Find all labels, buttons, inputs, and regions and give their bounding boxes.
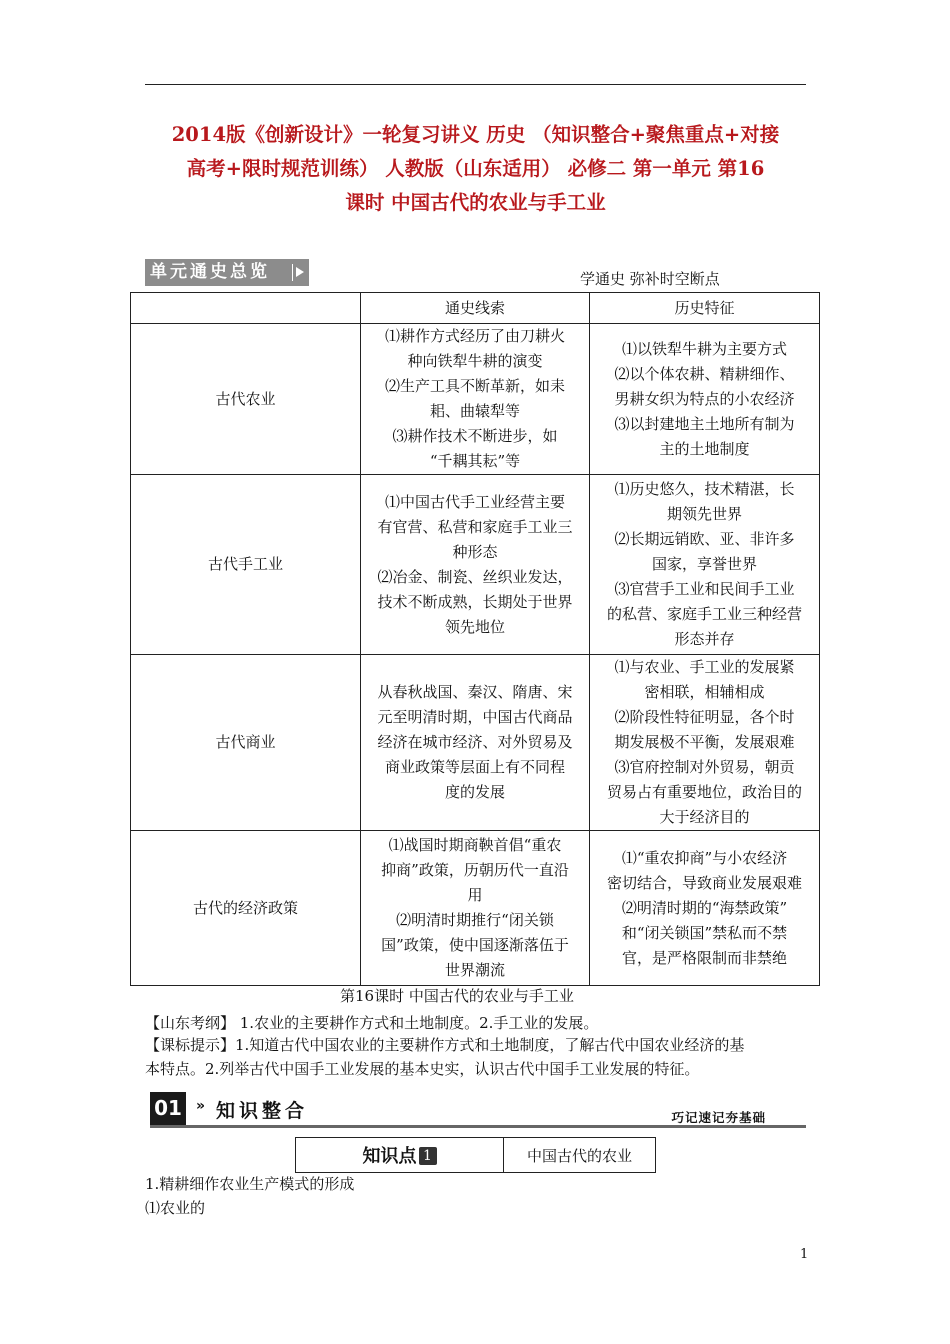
feature-line: 的私营、家庭手工业三种经营 [606,605,802,623]
feature-line: ⑶官营手工业和民间手工业 [614,580,795,598]
feature-line: ⑴与农业、手工业的发展紧 [614,658,795,676]
section-label: 知识整合 [216,1100,309,1122]
feature-line: 主的土地制度 [659,439,750,458]
clue-line: 种形态 [452,542,498,561]
feature-line: 和“闭关锁国”禁私而不禁 [621,923,788,942]
clue-line: “千耦其耘”等 [429,452,521,470]
clue-line: 经济在城市经济、对外贸易及 [377,733,573,751]
kp-label: 知识点 [362,1146,417,1167]
table-row [131,324,820,475]
section-tagline: 巧记速记夯基础 [671,1110,766,1125]
kebiao-tishi-line-1: 【课标提示】1.知道古代中国农业的主要耕作方式和土地制度，了解古代中国农业经济的基 [145,1036,745,1054]
feature-line: ⑵阶段性特征明显，各个时 [614,708,795,726]
overview-subtitle: 学通史 弥补时空断点 [580,270,720,288]
clue-line: 国”政策，使中国逐渐落伍于 [381,936,569,954]
feature-line: 大于经济目的 [659,808,750,826]
clue-line: 领先地位 [444,617,505,636]
feature-line: ⑵明清时期的“海禁政策” [621,898,788,917]
feature-line: ⑵长期远销欧、亚、非许多 [614,530,795,548]
feature-line: 密切结合，导致商业发展艰难 [606,873,802,892]
feature-line: ⑴历史悠久，技术精湛，长 [614,480,795,498]
row-clue [361,831,590,986]
clue-line: ⑵冶金、制瓷、丝织业发达， [377,567,573,586]
feature-line: 期发展极不平衡，发展艰难 [614,733,795,751]
feature-line: 形态并存 [674,630,735,648]
clue-line: ⑴中国古代手工业经营主要 [384,492,565,511]
feature-line: 密相联，相辅相成 [644,683,765,701]
feature-line: 期领先世界 [666,505,742,523]
section-number: 01 [150,1092,186,1125]
clue-line: ⑶耕作技术不断进步，如 [392,427,558,445]
clue-line: ⑵生产工具不断革新，如耒 [384,377,565,395]
feature-line: 贸易占有重要地位，政治目的 [606,783,802,801]
feature-line: ⑵以个体农耕、精耕细作、 [614,364,795,383]
clue-line: 商业政策等层面上有不同程 [384,758,565,776]
row-name: 古代的经济政策 [131,831,361,986]
clue-line: ⑴战国时期商鞅首倡“重农 [388,836,562,854]
section-bar [150,1092,806,1128]
kp-value: 中国古代的农业 [504,1138,656,1173]
title-line-1: 2014版《创新设计》一轮复习讲义 历史 （知识整合+聚焦重点+对接 [171,123,780,146]
clue-line: 种向铁犁牛耕的演变 [407,352,543,370]
lesson-heading: 第16课时 中国古代的农业与手工业 [340,987,574,1005]
row-feature [590,324,820,475]
header-feature: 历史特征 [590,293,820,324]
knowledge-point-box [295,1137,656,1173]
clue-line: 用 [467,886,483,904]
shandong-kaogang: 【山东考纲】 1.农业的主要耕作方式和土地制度。2.手工业的发展。 [145,1014,599,1032]
clue-line: 有官营、私营和家庭手工业三 [377,517,573,536]
table-row [131,831,820,986]
row-name: 古代手工业 [131,475,361,655]
unit-overview-banner [145,259,309,286]
row-name: 古代商业 [131,655,361,831]
feature-line: 国家，享誉世界 [651,555,757,573]
page-number: 1 [800,1247,809,1262]
row-clue [361,475,590,655]
row-name: 古代农业 [131,324,361,475]
table-row [131,475,820,655]
clue-line: 耜、曲辕犁等 [429,402,520,420]
clue-line: ⑴耕作方式经历了由刀耕火 [384,327,565,345]
clue-line: 世界潮流 [444,961,505,979]
table-header-row [131,293,820,324]
header-empty [131,293,361,324]
clue-line: 度的发展 [444,783,505,801]
play-arrow-icon [292,264,307,281]
row-feature [590,655,820,831]
banner-label: 单元通史总览 [150,262,270,282]
kebiao-tishi-line-2: 本特点。2.列举古代中国手工业发展的基本史实，认识古代中国手工业发展的特征。 [145,1060,700,1078]
row-clue [361,324,590,475]
double-chevron-icon: » [196,1098,206,1114]
header-clue: 通史线索 [361,293,590,324]
section-rule [150,1125,806,1128]
title-line-2: 高考+限时规范训练） 人教版（山东适用） 必修二 第一单元 第16 [186,157,765,180]
row-feature [590,831,820,986]
row-feature [590,475,820,655]
feature-line: 官，是严格限制而非禁绝 [621,948,787,967]
feature-line: ⑴“重农抑商”与小农经济 [621,848,788,867]
body-line-1: 1.精耕细作农业生产模式的形成 [145,1175,355,1193]
feature-line: ⑶官府控制对外贸易，朝贡 [614,758,795,776]
clue-line: 从春秋战国、秦汉、隋唐、宋 [377,683,573,701]
kp-label-cell [296,1138,504,1173]
feature-line: ⑶以封建地主土地所有制为 [614,414,795,433]
kp-number-badge: 1 [419,1147,437,1165]
title-line-3: 课时 中国古代的农业与手工业 [345,191,606,214]
feature-line: 男耕女织为特点的小农经济 [614,389,795,408]
feature-line: ⑴以铁犁牛耕为主要方式 [621,339,787,358]
document-title [138,118,813,220]
table-row [131,655,820,831]
clue-line: 技术不断成熟，长期处于世界 [377,592,573,611]
body-line-2: ⑴农业的 [145,1199,206,1217]
clue-line: 元至明清时期，中国古代商品 [377,708,573,726]
clue-line: 抑商”政策，历朝历代一直沿 [381,861,569,879]
top-rule [145,84,806,85]
overview-table [130,292,820,986]
row-clue [361,655,590,831]
clue-line: ⑵明清时期推行“闭关锁 [396,911,554,929]
